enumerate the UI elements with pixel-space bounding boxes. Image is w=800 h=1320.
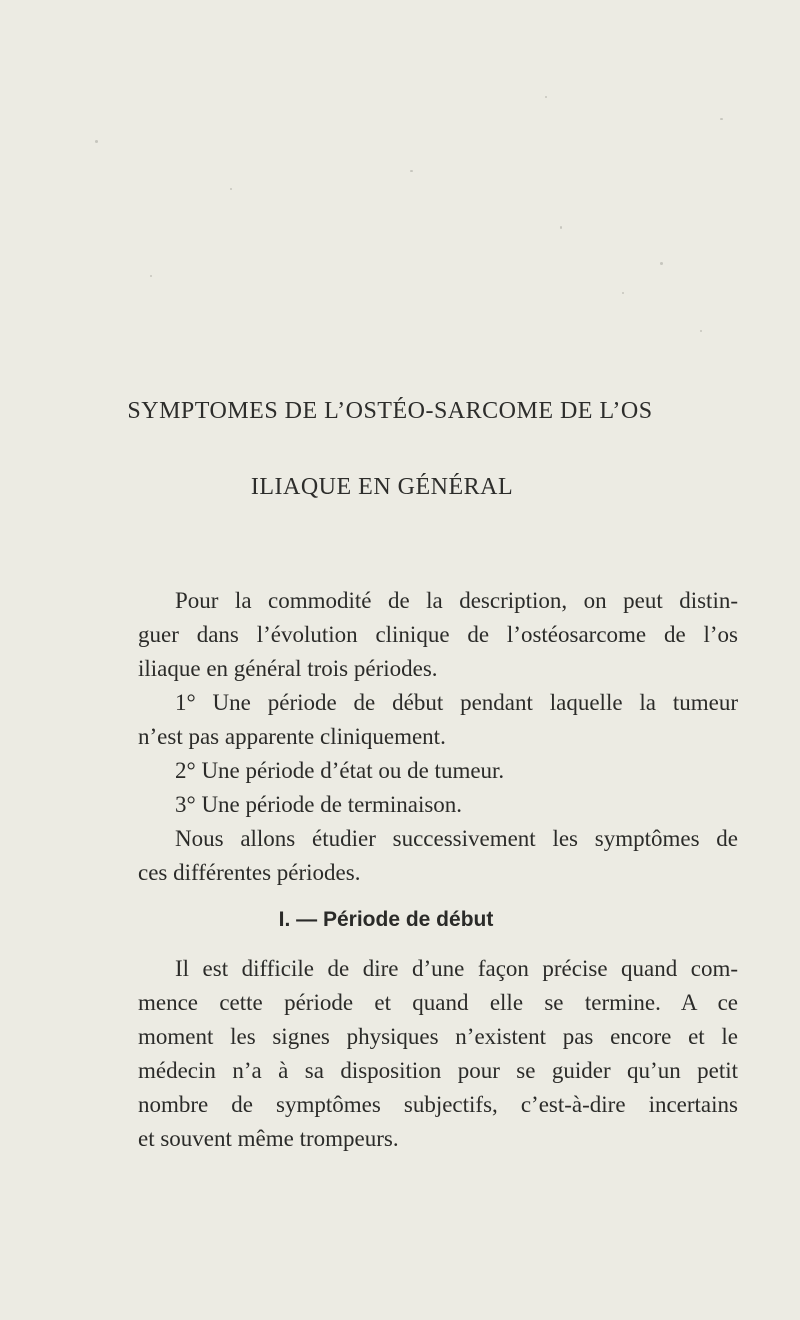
paper-speck — [410, 170, 413, 172]
paper-speck — [150, 275, 152, 277]
paragraph-line: Nous allons étudier successivement les symptômes de — [175, 826, 738, 851]
paragraph-line: guer dans l’évolution clinique de l’ostéosarcome de l’os — [138, 622, 738, 647]
paragraph-line: 3° Une période de terminaison. — [175, 792, 463, 817]
paragraph-line: 2° Une période d’état ou de tumeur. — [175, 758, 505, 783]
paper-speck — [720, 118, 723, 120]
paper-speck — [660, 262, 663, 265]
paper-speck — [622, 292, 624, 294]
paper-speck — [95, 140, 98, 143]
paper-speck — [545, 96, 547, 98]
paragraph-line: n’est pas apparente cliniquement. — [138, 724, 446, 749]
paragraph-line: Pour la commodité de la description, on peut distin- — [175, 588, 738, 613]
chapter-title-line-1: SYMPTOMES DE L’OSTÉO-SARCOME DE L’OS — [127, 398, 653, 424]
paragraph-line: ces différentes périodes. — [138, 860, 361, 885]
paper-speck — [560, 226, 562, 229]
chapter-title-line-2: ILIAQUE EN GÉNÉRAL — [250, 474, 514, 500]
section-heading: I. — Période de début — [278, 908, 494, 931]
paragraph-line: 1° Une période de début pendant laquelle la tumeur — [175, 690, 738, 715]
paragraph-line: et souvent même trompeurs. — [138, 1126, 399, 1151]
paragraph-line: nombre de symptômes subjectifs, c’est-à-dire incertains — [138, 1092, 738, 1117]
paragraph-line: Il est difficile de dire d’une façon précise quand com- — [175, 956, 738, 981]
paragraph-line: médecin n’a à sa disposition pour se guider qu’un petit — [138, 1058, 738, 1083]
paper-speck — [230, 188, 232, 190]
paragraph-line: iliaque en général trois périodes. — [138, 656, 438, 681]
paragraph-line: moment les signes physiques n’existent pas encore et le — [138, 1024, 738, 1049]
paragraph-line: mence cette période et quand elle se termine. A ce — [138, 990, 738, 1015]
paper-speck — [700, 330, 702, 332]
